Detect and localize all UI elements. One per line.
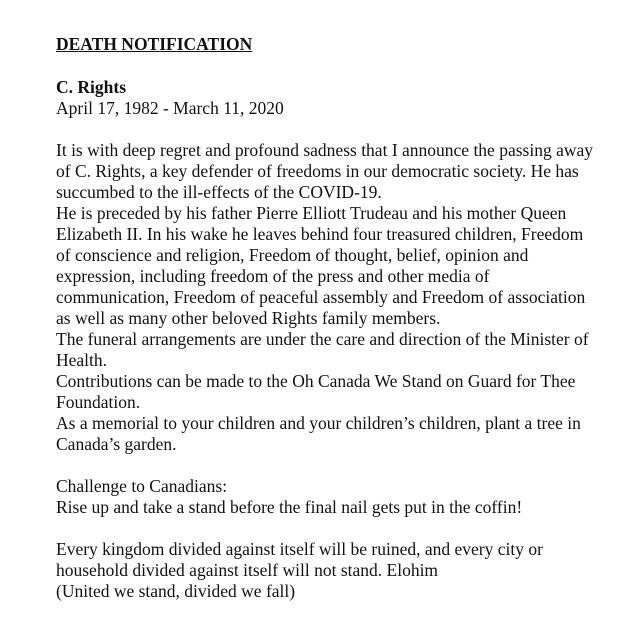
body-line: communication, Freedom of peaceful assembly and Freedom of association: [56, 287, 586, 307]
challenge-line: Rise up and take a stand before the final nail gets put in the coffin!: [56, 497, 523, 517]
spacer: [56, 455, 626, 476]
body-line: Health.: [56, 350, 108, 370]
life-dates: April 17, 1982 - March 11, 2020: [56, 98, 284, 118]
death-notification-document: [56, 34, 626, 602]
body-line: The funeral arrangements are under the care and direction of the Minister of: [56, 329, 589, 349]
body-line: Canada’s garden.: [56, 434, 177, 454]
body-line: expression, including freedom of the press and other media of: [56, 266, 490, 286]
body-line: He is preceded by his father Pierre Elliott Trudeau and his mother Queen: [56, 203, 567, 223]
body-line: as well as many other beloved Rights family members.: [56, 308, 441, 328]
body-line: Foundation.: [56, 392, 141, 412]
body-line: Elizabeth II. In his wake he leaves behind four treasured children, Freedom: [56, 224, 584, 244]
closing-line: Every kingdom divided against itself will be ruined, and every city or: [56, 539, 543, 559]
body-paragraph: [56, 140, 626, 455]
body-line: Contributions can be made to the Oh Canada We Stand on Guard for Thee: [56, 371, 576, 391]
document-title: DEATH NOTIFICATION: [56, 34, 253, 54]
body-line: of conscience and religion, Freedom of thought, belief, opinion and: [56, 245, 529, 265]
body-line: succumbed to the ill-effects of the COVID-19.: [56, 182, 382, 202]
closing-line: (United we stand, divided we fall): [56, 581, 296, 601]
body-line: It is with deep regret and profound sadness that I announce the passing away: [56, 140, 593, 160]
closing-line: household divided against itself will not stand. Elohim: [56, 560, 439, 580]
challenge-paragraph: [56, 476, 626, 518]
closing-paragraph: [56, 539, 626, 602]
body-line: of C. Rights, a key defender of freedoms in our democratic society. He has: [56, 161, 579, 181]
deceased-name: C. Rights: [56, 77, 127, 97]
spacer: [56, 119, 626, 140]
spacer: [56, 518, 626, 539]
body-line: As a memorial to your children and your children’s children, plant a tree in: [56, 413, 581, 433]
challenge-line: Challenge to Canadians:: [56, 476, 228, 496]
